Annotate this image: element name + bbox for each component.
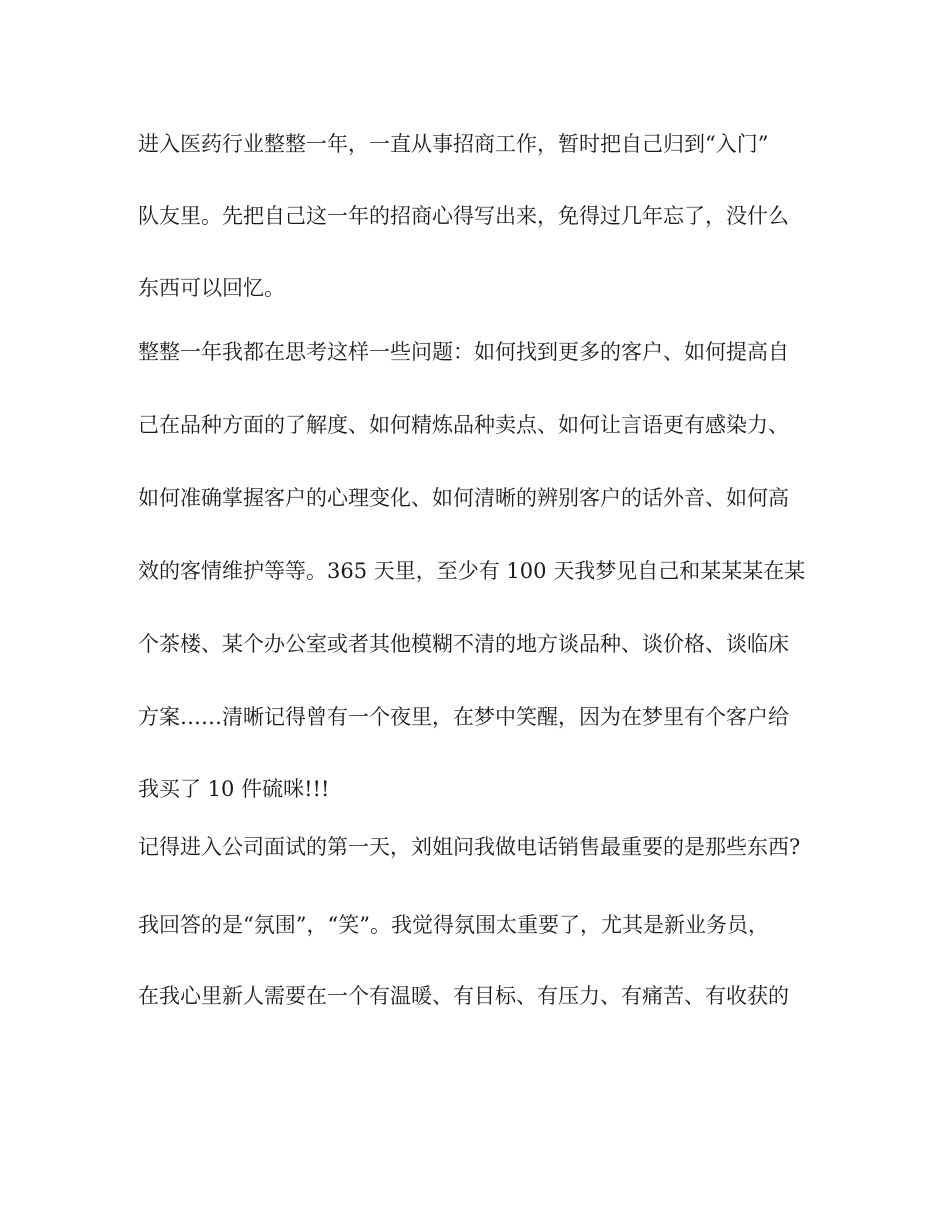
paragraph-2-line-1: 整整一年我都在思考这样一些问题：如何找到更多的客户、如何提高自: [138, 340, 789, 364]
paragraph-2-line-6: 方案……清晰记得曾有一个夜里，在梦中笑醒，因为在梦里有个客户给: [138, 705, 789, 729]
paragraph-2-line-4: 效的客情维护等等。365 天里，至少有 100 天我梦见自己和某某某在某: [138, 559, 806, 583]
paragraph-3-line-1: 记得进入公司面试的第一天，刘姐问我做电话销售最重要的是那些东西?: [138, 835, 801, 859]
paragraph-1-line-2: 队友里。先把自己这一年的招商心得写出来，免得过几年忘了，没什么: [138, 204, 789, 228]
paragraph-3-line-3: 在我心里新人需要在一个有温暖、有目标、有压力、有痛苦、有收获的: [138, 984, 789, 1008]
paragraph-1-line-1: 进入医药行业整整一年，一直从事招商工作，暂时把自己归到“入门”: [138, 132, 769, 156]
paragraph-2-line-3: 如何准确掌握客户的心理变化、如何清晰的辨别客户的话外音、如何高: [138, 486, 789, 510]
paragraph-3-line-2: 我回答的是“氛围”，“笑”。我觉得氛围太重要了，尤其是新业务员，: [138, 913, 769, 937]
paragraph-2-line-5: 个茶楼、某个办公室或者其他模糊不清的地方谈品种、谈价格、谈临床: [138, 632, 789, 656]
paragraph-2-line-7: 我买了 10 件硫咪!!!: [138, 777, 330, 801]
paragraph-1-line-3: 东西可以回忆。: [138, 276, 285, 300]
paragraph-2-line-2: 己在品种方面的了解度、如何精炼品种卖点、如何让言语更有感染力、: [138, 413, 789, 437]
